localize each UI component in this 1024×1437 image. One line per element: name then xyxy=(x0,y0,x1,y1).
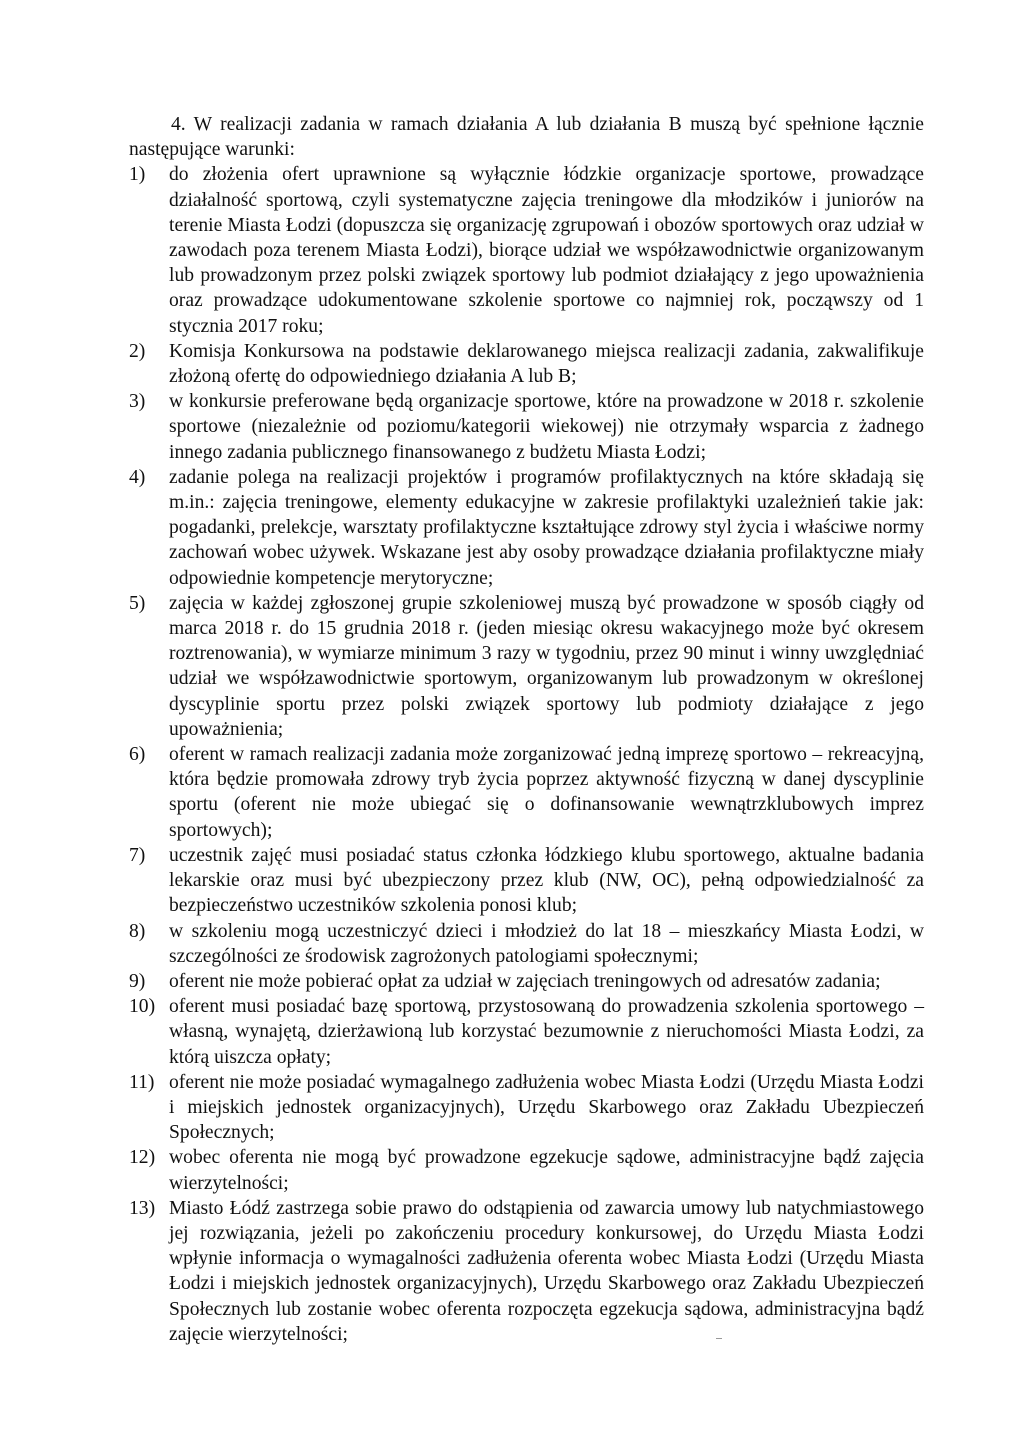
conditions-list xyxy=(129,162,924,1347)
list-item xyxy=(129,162,924,338)
item-number: 9) xyxy=(129,970,146,992)
list-item xyxy=(129,1196,924,1347)
item-number: 5) xyxy=(129,592,146,614)
item-number: 4) xyxy=(129,466,146,488)
item-text: oferent nie może pobierać opłat za udział w zajęciach treningowych od adresatów zadania; xyxy=(169,970,881,992)
item-text: wobec oferenta nie mogą być prowadzone egzekucje sądowe, administracyjne bądź zajęcia wierzytelności; xyxy=(169,1147,924,1194)
list-item xyxy=(129,994,924,1070)
list-item xyxy=(129,339,924,389)
item-number: 12) xyxy=(129,1147,156,1169)
item-number: 11) xyxy=(129,1071,155,1093)
item-number: 7) xyxy=(129,844,146,866)
list-item xyxy=(129,1070,924,1146)
item-number: 1) xyxy=(129,164,146,186)
list-item xyxy=(129,591,924,742)
list-item xyxy=(129,465,924,591)
item-text: zajęcia w każdej zgłoszonej grupie szkoleniowej muszą być prowadzone w sposób ciągły od marca 2018 r. do 15 grudnia 2018 r. (jeden miesiąc okresu wakacyjnego może być okresem roztrenowania), w wymiarze minimum 3 razy w tygodniu, przez 90 minut i winny uwzględniać udział we współzawodnictwie sportowym, organizowanym lub prowadzonym w określonej dyscyplinie sportu przez polski związek sportowy lub podmioty działające z jego upoważnienia; xyxy=(169,592,924,740)
list-item xyxy=(129,389,924,465)
item-text: oferent w ramach realizacji zadania może zorganizować jedną imprezę sportowo – rekreacyjną, która będzie promowała zdrowy tryb życia poprzez aktywność fizyczną w danej dyscyplinie sportu (oferent nie może ubiegać się o dofinansowanie wewnątrzklubowych imprez sportowych); xyxy=(169,744,924,841)
list-item xyxy=(129,742,924,843)
item-number: 6) xyxy=(129,744,146,766)
list-item xyxy=(129,919,924,969)
item-text: oferent musi posiadać bazę sportową, przystosowaną do prowadzenia szkolenia sportowego – własną, wynajętą, dzierżawioną lub korzystać bezumownie z nieruchomości Miasta Łodzi, za którą uiszcza opłaty; xyxy=(169,996,924,1068)
intro-paragraph: 4. W realizacji zadania w ramach działania A lub działania B muszą być spełnione łącznie następujące warunki: xyxy=(129,114,924,161)
item-number: 8) xyxy=(129,920,146,942)
list-item xyxy=(129,969,924,994)
item-number: 3) xyxy=(129,391,146,413)
document-page xyxy=(129,112,924,1347)
list-item xyxy=(129,1145,924,1195)
item-text: Miasto Łódź zastrzega sobie prawo do odstąpienia od zawarcia umowy lub natychmiastowego jej rozwiązania, jeżeli po zakończeniu procedury konkursowej, do Urzędu Miasta Łodzi wpłynie informacja o wymagalności zadłużenia oferenta wobec Miasta Łodzi (Urzędu Miasta Łodzi i miejskich jednostek organizacyjnych), Urzędu Skarbowego oraz Zakładu Ubezpieczeń Społecznych lub zostanie wobec oferenta rozpoczęta egzekucja sądowa, administracyjna bądź zajęcie wierzytelności; xyxy=(169,1197,924,1345)
item-number: 10) xyxy=(129,996,156,1018)
item-number: 2) xyxy=(129,340,146,362)
list-item xyxy=(129,843,924,919)
item-text: w szkoleniu mogą uczestniczyć dzieci i młodzież do lat 18 – mieszkańcy Miasta Łodzi, w szczególności ze środowisk zagrożonych patologiami społecznymi; xyxy=(169,920,924,967)
item-text: w konkursie preferowane będą organizacje sportowe, które na prowadzone w 2018 r. szkolenie sportowe (niezależnie od poziomu/kategorii wiekowej) nie otrzymały wsparcia z żadnego innego zadania publicznego finansowanego z budżetu Miasta Łodzi; xyxy=(169,391,924,463)
item-text: do złożenia ofert uprawnione są wyłącznie łódzkie organizacje sportowe, prowadzące działalność sportową, czyli systematyczne zajęcia treningowe dla młodzików i juniorów na terenie Miasta Łodzi (dopuszcza się organizację zgrupowań i obozów sportowych oraz udział w zawodach poza terenem Miasta Łodzi), biorące udział we współzawodnictwie organizowanym lub prowadzonym przez polski związek sportowy lub podmiot działający z jego upoważnienia oraz prowadzące udokumentowane szkolenie sportowe co najmniej rok, począwszy od 1 stycznia 2017 roku; xyxy=(169,164,924,337)
item-number: 13) xyxy=(129,1197,156,1219)
item-text: Komisja Konkursowa na podstawie deklarowanego miejsca realizacji zadania, zakwalifikuje złożoną ofertę do odpowiedniego działania A lub B; xyxy=(169,340,924,388)
item-text: zadanie polega na realizacji projektów i programów profilaktycznych na które składają się m.in.: zajęcia treningowe, elementy edukacyjne w zakresie profilaktyki uzależnień takie jak: pogadanki, prelekcje, warsztaty profilaktyczne kształtujące zdrowy styl życia i właściwe normy zachowań wobec używek. Wskazane jest aby osoby prowadzące działania profilaktyczne miały odpowiednie kompetencje merytoryczne; xyxy=(169,466,924,589)
scan-mark xyxy=(716,1338,722,1339)
item-text: oferent nie może posiadać wymagalnego zadłużenia wobec Miasta Łodzi (Urzędu Miasta Łodzi i miejskich jednostek organizacyjnych), Urzędu Skarbowego oraz Zakładu Ubezpieczeń Społecznych; xyxy=(169,1071,924,1144)
item-text: uczestnik zajęć musi posiadać status członka łódzkiego klubu sportowego, aktualne badania lekarskie oraz musi być ubezpieczony przez klub (NW, OC), pełną odpowiedzialność za bezpieczeństwo uczestników szkolenia ponosi klub; xyxy=(169,844,924,917)
